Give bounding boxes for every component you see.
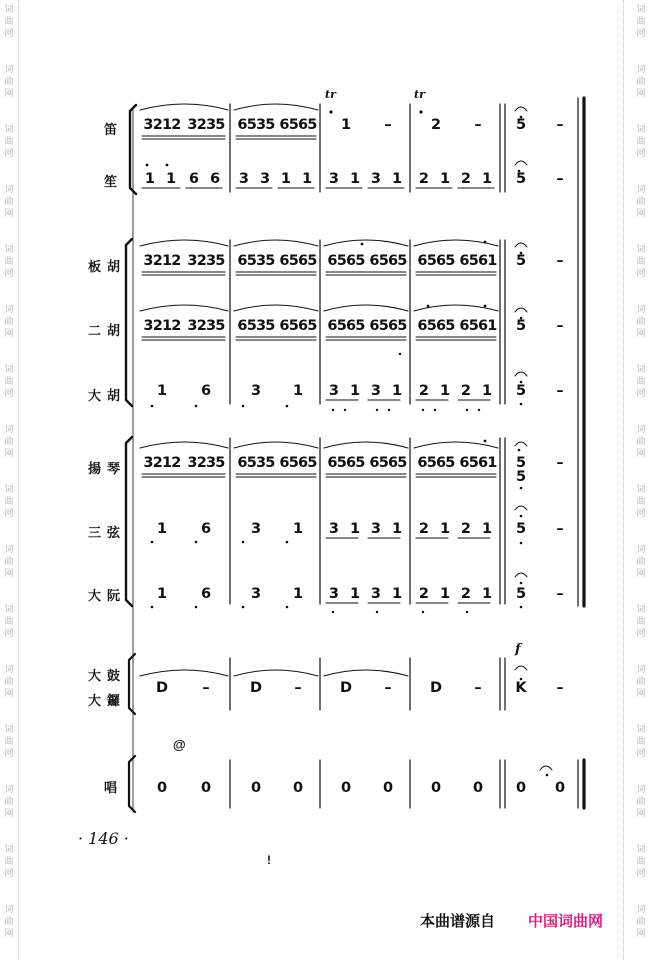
note-yangqin-5: 6565 [369,455,407,471]
watermark-char: 曲 [636,377,646,387]
note-chang-5: 0 [382,780,394,796]
page-number: · 146 · [78,829,129,848]
watermark-char: 曲 [4,257,14,267]
label-chang: 唱 [104,780,118,795]
note-dahu-3: 1 [292,383,304,399]
note-erhu-2: 6535 [237,318,275,334]
watermark-char: 曲 [4,737,14,747]
watermark-char: 词 [636,485,646,495]
watermark-char: 网 [4,449,14,459]
note-erhu-9: – [556,318,564,334]
watermark-char: 词 [4,5,14,15]
note-sheng-7: 2 1 [460,171,496,187]
note-di-2: 6535 [237,117,275,133]
watermark-char: 曲 [4,317,14,327]
watermark-char: 网 [636,629,646,639]
watermark-char: 网 [636,89,646,99]
note-daruan-6: 2 1 [418,586,454,602]
watermark-char: 词 [636,305,646,315]
note-yangqin-6: 6565 [417,455,455,471]
trill-mark-2: tr [414,88,425,101]
note-yangqin-8: 5 [515,455,527,471]
watermark-char: 网 [4,689,14,699]
watermark-char: 网 [636,869,646,879]
forte-mark: f [515,642,521,657]
watermark-char: 词 [636,905,646,915]
watermark-char: 曲 [4,197,14,207]
note-yangqin-0: 3212 [143,455,181,471]
note-daruan-9: – [556,586,564,602]
watermark-char: 词 [636,185,646,195]
note-dahu-0: 1 [156,383,168,399]
label-sheng: 笙 [104,174,118,189]
note-di-7: – [474,117,482,133]
note-yangqin-4: 6565 [327,455,365,471]
note-sheng-0: 1 1 [144,171,180,187]
circled-mark: @ [173,737,186,752]
watermark-char: 曲 [4,77,14,87]
note-sanxian-2: 3 [250,521,262,537]
note-daruan-0: 1 [156,586,168,602]
watermark-char: 网 [636,509,646,519]
label-dagu: 大鼓 [88,668,120,683]
watermark-char: 网 [4,629,14,639]
watermark-char: 网 [4,269,14,279]
watermark-char: 曲 [4,17,14,27]
note-erhu-4: 6565 [327,318,365,334]
note-di-4: 1 [340,117,352,133]
watermark-char: 词 [636,785,646,795]
watermark-char: 词 [636,725,646,735]
note-banhu-8: 5 [515,253,527,269]
note-di-0: 3212 [143,117,181,133]
note-erhu-1: 3235 [187,318,225,334]
note-di-8: 5 [515,117,527,133]
note-sanxian-9: – [556,521,564,537]
watermark-char: 词 [4,725,14,735]
note-erhu-8: 5 [515,318,527,334]
note-chang-1: 0 [200,780,212,796]
note-drums-3: – [294,680,302,696]
watermark-char: 曲 [4,797,14,807]
watermark-char: 网 [4,89,14,99]
note-di-3: 6565 [279,117,317,133]
watermark-char: 词 [636,365,646,375]
note-daruan-5: 3 1 [370,586,406,602]
label-daluo: 大鑼 [88,693,120,708]
note-sheng-8: 5 [515,171,527,187]
bracket-percussion [129,654,135,714]
watermark-char: 曲 [636,497,646,507]
watermark-char: 曲 [636,857,646,867]
watermark-char: 网 [636,449,646,459]
watermark-char: 曲 [636,797,646,807]
label-sanxian: 三弦 [88,525,120,540]
watermark-char: 词 [636,845,646,855]
note-yangqin-3: 6565 [279,455,317,471]
watermark-char: 曲 [636,617,646,627]
watermark-char: 曲 [636,317,646,327]
note-banhu-9: – [556,253,564,269]
note-drums-8: K [515,680,527,696]
watermark-char: 网 [4,329,14,339]
watermark-char: 词 [4,365,14,375]
note-dahu-7: 2 1 [460,383,496,399]
watermark-char: 词 [636,125,646,135]
watermark-char: 词 [4,905,14,915]
watermark-char: 网 [636,749,646,759]
note-banhu-6: 6565 [417,253,455,269]
note-di-9: – [556,117,564,133]
note-banhu-5: 6565 [369,253,407,269]
label-di: 笛 [104,122,118,137]
note-banhu-1: 3235 [187,253,225,269]
watermark-char: 网 [4,149,14,159]
watermark-char: 曲 [4,617,14,627]
watermark-char: 词 [636,65,646,75]
watermark-char: 网 [636,689,646,699]
note-drums-2: D [249,680,263,696]
note-sanxian-8: 5 [515,521,527,537]
watermark-char: 网 [636,269,646,279]
watermark-char: 曲 [636,137,646,147]
note-drums-5: – [384,680,392,696]
note-chang-6: 0 [430,780,442,796]
note-banhu-7: 6561 [459,253,497,269]
note-sheng-3: 1 1 [280,171,316,187]
watermark-char: 词 [4,245,14,255]
watermark-char: 曲 [636,737,646,747]
watermark-char: 网 [636,389,646,399]
yangqin-lower-note: 5 [515,469,527,485]
note-yangqin-1: 3235 [187,455,225,471]
watermark-char: 网 [636,809,646,819]
bracket-bowed [126,239,132,406]
watermark-char: 曲 [636,257,646,267]
watermark-char: 曲 [4,137,14,147]
note-yangqin-7: 6561 [459,455,497,471]
watermark-char: 词 [4,305,14,315]
watermark-char: 曲 [636,77,646,87]
watermark-char: 词 [636,605,646,615]
note-di-1: 3235 [187,117,225,133]
watermark-char: 网 [4,569,14,579]
note-chang-4: 0 [340,780,352,796]
note-drums-4: D [339,680,353,696]
label-erhu: 二胡 [88,323,120,338]
bracket-voice [129,756,135,812]
note-sanxian-5: 3 1 [370,521,406,537]
watermark-char: 曲 [636,437,646,447]
note-yangqin-2: 6535 [237,455,275,471]
note-sheng-5: 3 1 [370,171,406,187]
note-drums-0: D [155,680,169,696]
note-sanxian-4: 3 1 [328,521,364,537]
note-banhu-4: 6565 [327,253,365,269]
note-chang-0: 0 [156,780,168,796]
watermark-char: 曲 [636,17,646,27]
note-sheng-2: 3 3 [238,171,274,187]
note-dahu-2: 3 [250,383,262,399]
note-sheng-6: 2 1 [418,171,454,187]
watermark-char: 网 [636,29,646,39]
note-drums-9: – [556,680,564,696]
watermark-char: 曲 [636,917,646,927]
note-dahu-8: 5 [515,383,527,399]
note-sheng-4: 3 1 [328,171,364,187]
note-daruan-8: 5 [515,586,527,602]
footer-site-name[interactable]: 中国词曲网 [528,913,604,930]
watermark-char: 网 [4,749,14,759]
note-di-5: – [384,117,392,133]
label-dahu: 大胡 [88,388,120,403]
watermark-char: 网 [4,929,14,939]
watermark-char: 网 [4,509,14,519]
note-banhu-3: 6565 [279,253,317,269]
note-chang-2: 0 [250,780,262,796]
watermark-char: 词 [636,5,646,15]
note-sheng-1: 6 6 [188,171,224,187]
trill-mark-1: tr [325,88,336,101]
watermark-char: 曲 [4,917,14,927]
note-di-6: 2 [430,117,442,133]
watermark-char: 词 [4,545,14,555]
label-yangqin: 揚琴 [88,461,120,476]
watermark-char: 曲 [636,197,646,207]
note-yangqin-9: – [556,455,564,471]
watermark-char: 曲 [636,677,646,687]
watermark-char: 网 [4,869,14,879]
note-erhu-3: 6565 [279,318,317,334]
note-daruan-2: 3 [250,586,262,602]
note-dahu-5: 3 1 [370,383,406,399]
note-dahu-6: 2 1 [418,383,454,399]
bracket-plucked [126,437,132,606]
watermark-char: 词 [4,425,14,435]
note-dahu-1: 6 [200,383,212,399]
watermark-char: 曲 [4,497,14,507]
note-sanxian-1: 6 [200,521,212,537]
watermark-char: 词 [636,245,646,255]
note-dahu-4: 3 1 [328,383,364,399]
label-banhu: 板胡 [88,259,120,274]
watermark-char: 网 [4,209,14,219]
watermark-char: 曲 [4,677,14,687]
note-sanxian-7: 2 1 [460,521,496,537]
note-erhu-5: 6565 [369,318,407,334]
watermark-char: 词 [4,65,14,75]
watermark-char: 网 [636,209,646,219]
watermark-char: 曲 [4,557,14,567]
watermark-char: 词 [4,785,14,795]
note-daruan-3: 1 [292,586,304,602]
note-chang-9: 0 [554,780,566,796]
watermark-char: 网 [636,149,646,159]
note-erhu-7: 6561 [459,318,497,334]
footer-source-label: 本曲谱源自 [420,913,496,930]
note-erhu-6: 6565 [417,318,455,334]
note-chang-3: 0 [292,780,304,796]
watermark-char: 词 [4,665,14,675]
note-sheng-9: – [556,171,564,187]
watermark-char: 网 [4,389,14,399]
stray-mark: ! [267,853,271,867]
watermark-char: 词 [636,545,646,555]
watermark-char: 网 [636,929,646,939]
watermark-char: 词 [636,425,646,435]
note-sanxian-0: 1 [156,521,168,537]
watermark-char: 网 [4,809,14,819]
note-chang-8: 0 [515,780,527,796]
watermark-char: 曲 [4,437,14,447]
note-banhu-2: 6535 [237,253,275,269]
note-drums-7: – [474,680,482,696]
note-banhu-0: 3212 [143,253,181,269]
note-drums-1: – [202,680,210,696]
watermark-char: 词 [4,485,14,495]
watermark-char: 词 [4,845,14,855]
watermark-char: 词 [4,605,14,615]
watermark-char: 曲 [4,377,14,387]
watermark-char: 词 [636,665,646,675]
label-daruan: 大阮 [88,588,120,603]
note-daruan-1: 6 [200,586,212,602]
note-dahu-9: – [556,383,564,399]
note-erhu-0: 3212 [143,318,181,334]
note-sanxian-6: 2 1 [418,521,454,537]
note-daruan-7: 2 1 [460,586,496,602]
watermark-char: 网 [636,569,646,579]
watermark-char: 词 [4,185,14,195]
watermark-char: 网 [4,29,14,39]
note-chang-7: 0 [472,780,484,796]
watermark-char: 曲 [636,557,646,567]
watermark-char: 词 [4,125,14,135]
note-daruan-4: 3 1 [328,586,364,602]
watermark-char: 曲 [4,857,14,867]
note-drums-6: D [429,680,443,696]
note-sanxian-3: 1 [292,521,304,537]
watermark-char: 网 [636,329,646,339]
